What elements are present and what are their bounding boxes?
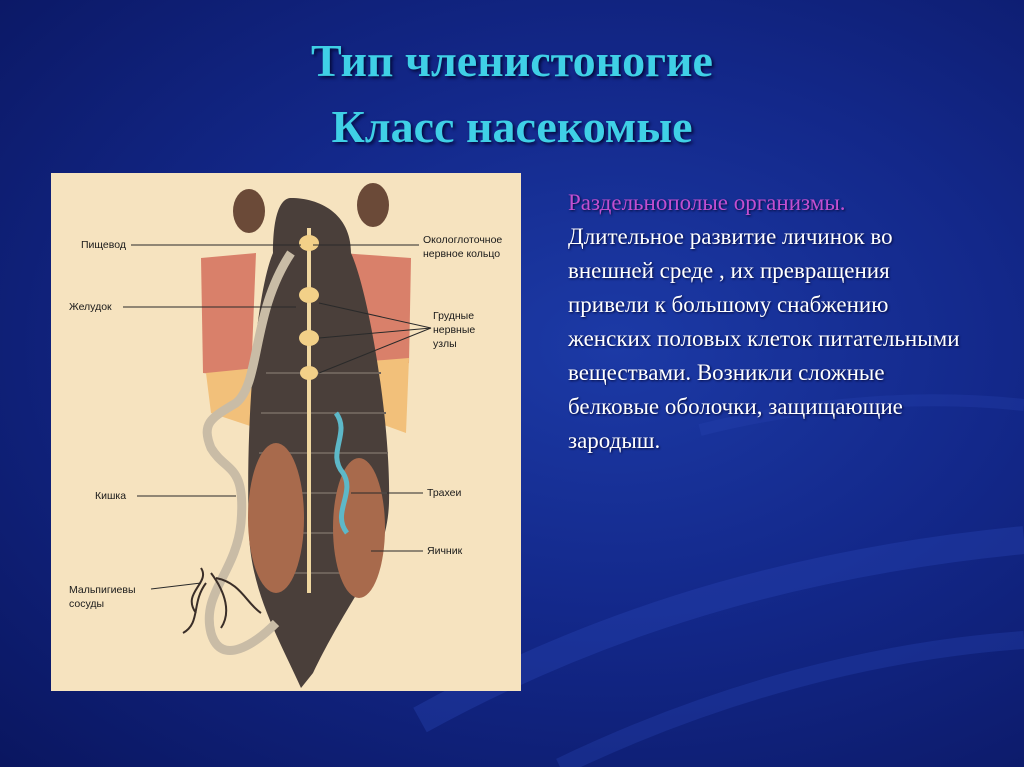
left-wing [201,253,256,378]
slide-title [0,28,1024,160]
label-thoracic-1: Грудные [433,310,475,322]
left-eye [233,189,265,233]
left-ovary [248,443,304,593]
label-nerve-ring-1: Окологлоточное [423,234,503,246]
label-tracheae: Трахеи [427,487,462,499]
title-line-2: Класс насекомые [331,101,693,152]
label-intestine: Кишка [95,490,127,502]
label-esophagus: Пищевод [81,239,126,251]
body-main-text: Длительное развитие личинок во внешней среде , их превращения привели к большому снабжению женских половых клеток питательными веществами. Возникли сложные белковые оболочки, защищающие зародыш. [568,224,960,453]
right-ovary [333,458,385,598]
slide-body-text [568,186,968,458]
nerve-ganglion-4 [300,366,318,380]
label-thoracic-2: нервные [433,324,476,336]
label-stomach: Желудок [69,301,112,313]
right-eye [357,183,389,227]
label-thoracic-3: узлы [433,338,457,350]
nerve-ganglion-2 [299,287,319,303]
body-accent-text: Раздельнополые организмы. [568,190,846,215]
nerve-ganglion-3 [299,330,319,346]
label-ovary: Яичник [427,545,463,557]
title-line-1: Тип членистоногие [311,35,713,86]
label-nerve-ring-2: нервное кольцо [423,248,501,260]
label-malpighian-2: сосуды [69,598,105,610]
insect-anatomy-diagram [51,173,521,691]
insect-anatomy-figure [51,173,521,691]
nerve-ganglion-1 [299,235,319,251]
label-malpighian-1: Мальпигиевы [69,584,136,596]
